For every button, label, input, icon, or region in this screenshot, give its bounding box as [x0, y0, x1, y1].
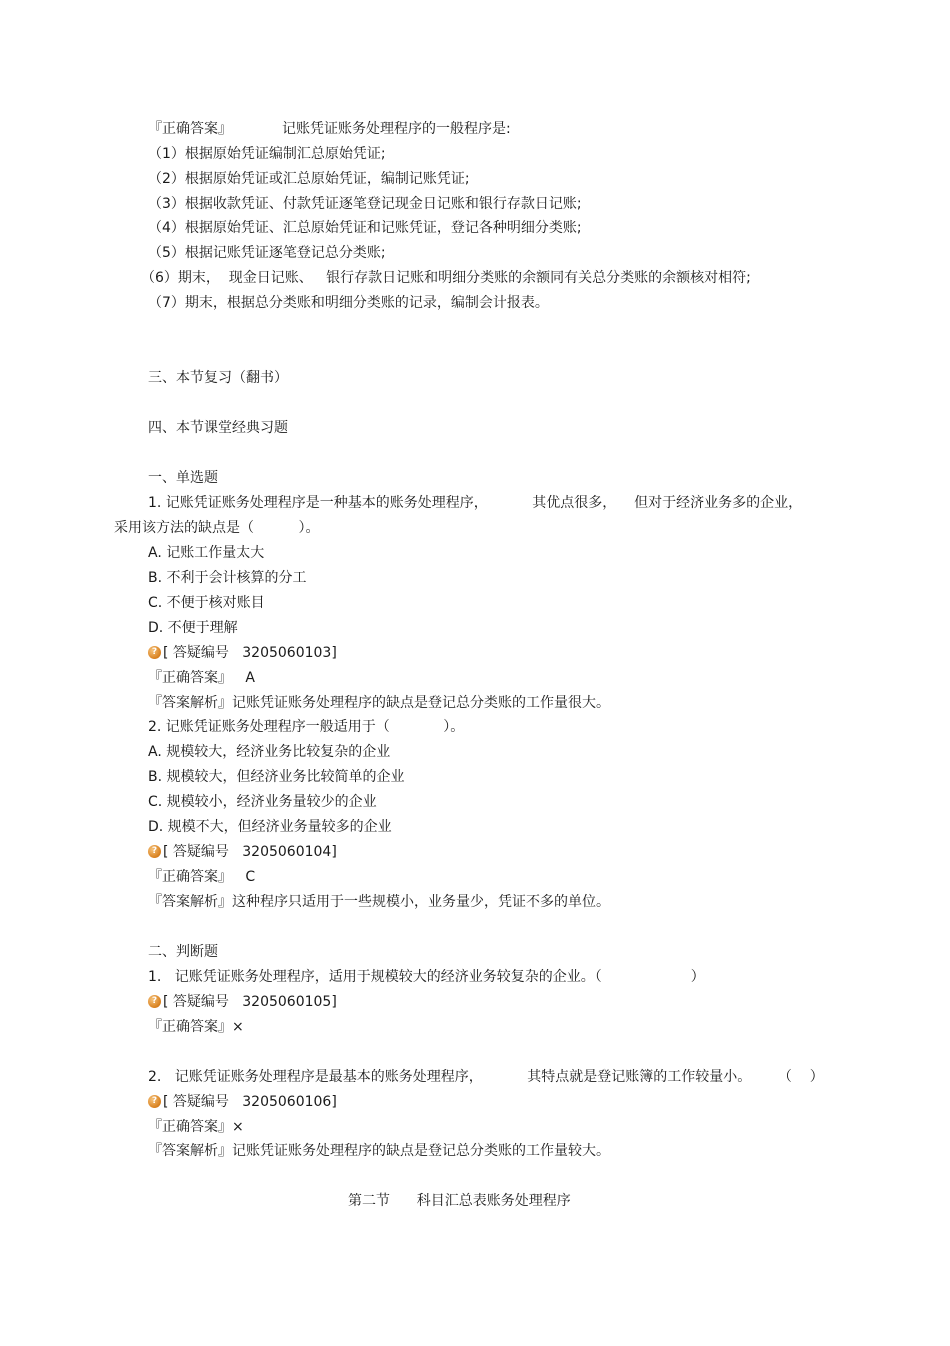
question-text: 2. 记账凭证账务处理程序一般适用于（ ）。 [148, 719, 465, 735]
correct-answer: 『正确答案』 C [148, 869, 256, 885]
qa-number[interactable]: [ 答疑编号 3205060106] [163, 1094, 337, 1110]
subsection-heading: 二、判断题 [148, 944, 218, 960]
question-text: 采用该方法的缺点是（ ）。 [114, 520, 320, 536]
step-line: （1）根据原始凭证编制汇总原始凭证; [148, 146, 386, 162]
correct-answer: 『正确答案』× [148, 1019, 244, 1035]
section-heading: 四、本节课堂经典习题 [148, 420, 288, 436]
answer-label: 『正确答案』 [148, 121, 232, 137]
step-line: （4）根据原始凭证、汇总原始凭证和记账凭证，登记各种明细分类账; [148, 220, 582, 236]
option: A. 记账工作量太大 [148, 545, 265, 561]
step-line: （2）根据原始凭证或汇总原始凭证，编制记账凭证; [148, 171, 470, 187]
option: D. 规模不大，但经济业务量较多的企业 [148, 819, 392, 835]
answer-analysis: 『答案解析』记账凭证账务处理程序的缺点是登记总分类账的工作量较大。 [148, 1143, 610, 1159]
question-text: 2. 记账凭证账务处理程序是最基本的账务处理程序， 其特点就是登记账簿的工作较量小。 （ ） [148, 1069, 824, 1085]
answer-analysis: 『答案解析』记账凭证账务处理程序的缺点是登记总分类账的工作量很大。 [148, 695, 610, 711]
question-circle-icon[interactable]: ? [148, 646, 161, 659]
step-line: （6）期末， 现金日记账、 银行存款日记账和明细分类账的余额同有关总分类账的余额核对相符; [141, 270, 751, 286]
answer-text: 记账凭证账务处理程序的一般程序是: [282, 121, 511, 137]
option: B. 不利于会计核算的分工 [148, 570, 307, 586]
option: C. 规模较小，经济业务量较少的企业 [148, 794, 377, 810]
qa-number[interactable]: [ 答疑编号 3205060103] [163, 645, 337, 661]
question-circle-icon[interactable]: ? [148, 1095, 161, 1108]
question-circle-icon[interactable]: ? [148, 845, 161, 858]
step-line: （7）期末，根据总分类账和明细分类账的记录，编制会计报表。 [148, 295, 549, 311]
subsection-heading: 一、单选题 [148, 470, 218, 486]
question-text: 1. 记账凭证账务处理程序是一种基本的账务处理程序， 其优点很多， 但对于经济业务多的企业， [148, 495, 803, 511]
option: A. 规模较大，经济业务比较复杂的企业 [148, 744, 391, 760]
option: D. 不便于理解 [148, 620, 238, 636]
question-circle-icon[interactable]: ? [148, 995, 161, 1008]
correct-answer: 『正确答案』× [148, 1119, 244, 1135]
step-line: （5）根据记账凭证逐笔登记总分类账; [148, 245, 386, 261]
question-text: 1. 记账凭证账务处理程序，适用于规模较大的经济业务较复杂的企业。（ ） [148, 969, 705, 985]
correct-answer: 『正确答案』 A [148, 670, 255, 686]
qa-number[interactable]: [ 答疑编号 3205060105] [163, 994, 337, 1010]
section-title: 第二节 科目汇总表账务处理程序 [348, 1193, 571, 1209]
option: C. 不便于核对账目 [148, 595, 265, 611]
answer-analysis: 『答案解析』这种程序只适用于一些规模小，业务量少，凭证不多的单位。 [148, 894, 610, 910]
qa-number[interactable]: [ 答疑编号 3205060104] [163, 844, 337, 860]
step-line: （3）根据收款凭证、付款凭证逐笔登记现金日记账和银行存款日记账; [148, 196, 582, 212]
section-heading: 三、本节复习（翻书） [148, 370, 288, 386]
option: B. 规模较大，但经济业务比较简单的企业 [148, 769, 405, 785]
